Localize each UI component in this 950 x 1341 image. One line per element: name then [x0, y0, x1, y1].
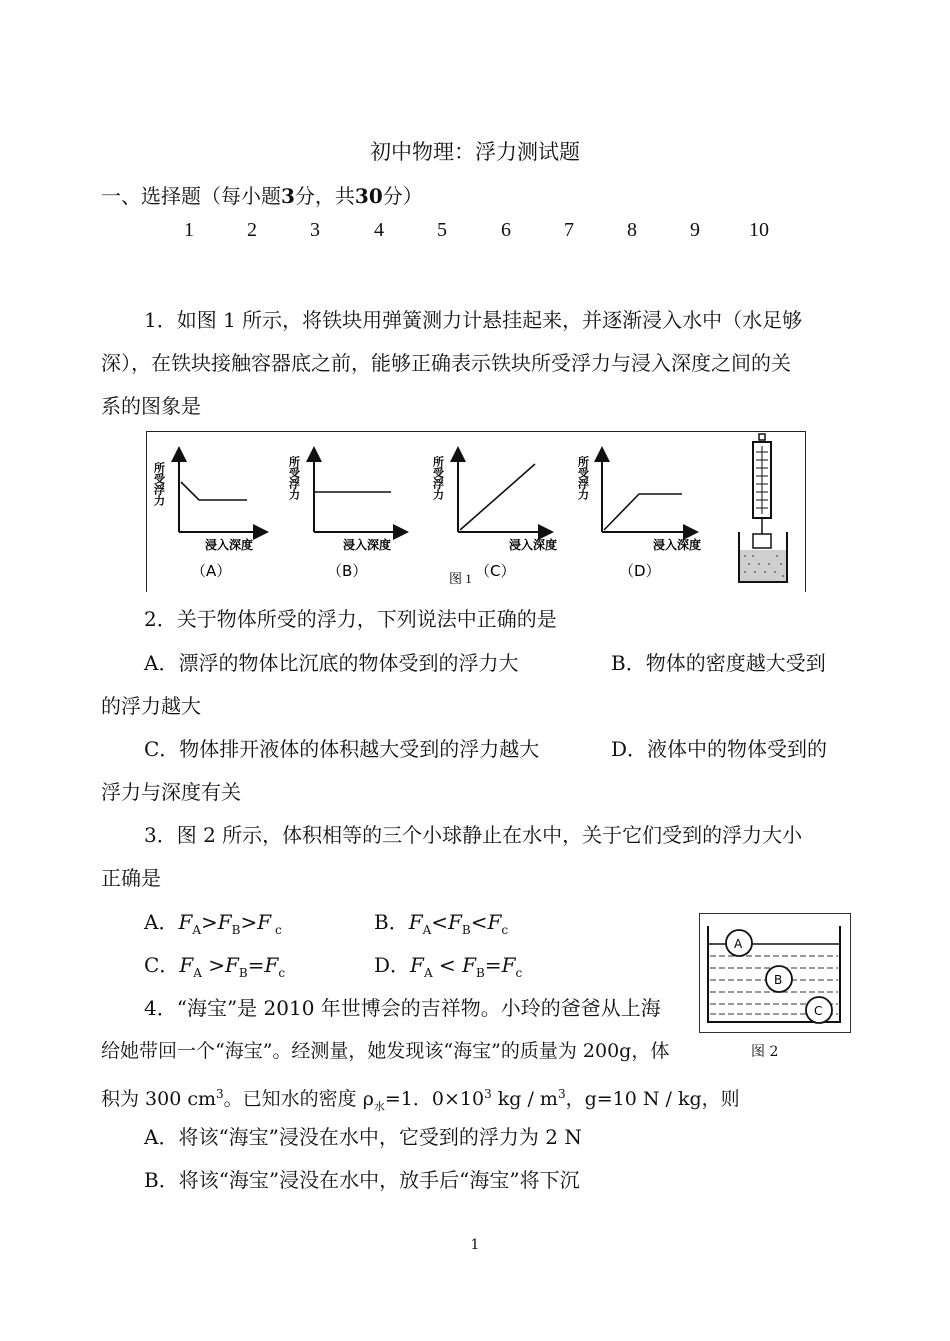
q2-option-b: B．物体的密度越大受到 [611, 651, 826, 675]
graph-b [288, 450, 406, 580]
answer-number-row [0, 219, 950, 243]
q4-option-b: B．将该“海宝”浸没在水中，放手后“海宝”将下沉 [144, 1168, 580, 1192]
answer-number: 4 [374, 219, 384, 241]
section-heading: 一、选择题（每小题3分，共30分） [101, 184, 423, 208]
ball-c [806, 997, 832, 1023]
q2-option-d: D．液体中的物体受到的 [611, 737, 828, 761]
svg-text:B: B [774, 973, 783, 987]
q2-option-d-cont: 浮力与深度有关 [101, 780, 241, 804]
graph-a [153, 450, 266, 580]
answer-number: 1 [184, 219, 194, 241]
figure-1 [146, 431, 806, 592]
q4-line-3: 积为 300 $cm^3$。已知水的密度 $\rho_水=1$．$0\times 10^3$ kg / $m^3$，g=10 N / kg，则 [101, 1087, 740, 1113]
answer-number: 2 [247, 219, 257, 241]
graph-xlabel: 浸入深度 [509, 538, 558, 552]
answer-number: 9 [690, 219, 700, 241]
answer-number: 7 [564, 219, 574, 241]
graph-ylabel: 所受浮力 [152, 462, 166, 506]
svg-text:A: A [734, 937, 743, 951]
page-number: 1 [470, 1237, 480, 1253]
q4-line-1: 4．“海宝”是 2010 年世博会的吉祥物。小玲的爸爸从上海 [144, 996, 661, 1020]
answer-number: 3 [310, 219, 320, 241]
q4-option-a: A．将该“海宝”浸没在水中，它受到的浮力为 2 N [144, 1125, 582, 1149]
answer-number: 5 [437, 219, 447, 241]
graph-xlabel: 浸入深度 [205, 538, 254, 552]
figure-1-caption: 图 1 [449, 571, 472, 586]
q3-option-c: C．$F_A >F_B=F_c$ [144, 953, 286, 980]
q4-line-2: 给她带回一个“海宝”。经测量，她发现该“海宝”的质量为 200g，体 [101, 1040, 670, 1062]
graph-label-b: （B） [327, 562, 368, 580]
page-title: 初中物理：浮力测试题 [370, 140, 580, 164]
q2-option-c: C．物体排开液体的体积越大受到的浮力越大 [144, 737, 540, 761]
q3-option-b: B．$F_A<F_B<F_c$ [374, 910, 509, 937]
q2-stem: 2．关于物体所受的浮力，下列说法中正确的是 [144, 607, 557, 631]
graph-label-a: （A） [191, 562, 232, 580]
graph-d [577, 450, 702, 580]
figure-2-caption: 图 2 [751, 1044, 779, 1060]
figure-2 [699, 913, 851, 1033]
graph-ylabel: 所受浮力 [576, 456, 590, 500]
answer-number: 6 [501, 219, 511, 241]
q1-line-2: 深），在铁块接触容器底之前，能够正确表示铁块所受浮力与浸入深度之间的关 [101, 351, 791, 375]
graph-c [432, 450, 558, 580]
q3-stem-1: 3．图 2 所示，体积相等的三个小球静止在水中，关于它们受到的浮力大小 [144, 823, 803, 847]
q2-option-a: A．漂浮的物体比沉底的物体受到的浮力大 [144, 651, 519, 675]
q2-option-b-cont: 的浮力越大 [101, 694, 201, 718]
graph-ylabel: 所受浮力 [287, 456, 301, 500]
graph-xlabel: 浸入深度 [653, 538, 702, 552]
q3-option-d: D．$F_A < F_B=F_c$ [374, 953, 523, 980]
answer-number: 10 [749, 219, 769, 241]
q1-line-3: 系的图象是 [101, 394, 201, 418]
graph-label-d: （D） [619, 562, 661, 580]
svg-text:C: C [814, 1004, 823, 1018]
graph-ylabel: 所受浮力 [431, 456, 445, 500]
ball-b [766, 966, 792, 992]
q1-line-1: 1．如图 1 所示，将铁块用弹簧测力计悬挂起来，并逐渐浸入水中（水足够 [144, 308, 803, 332]
graph-xlabel: 浸入深度 [343, 538, 392, 552]
answer-number: 8 [627, 219, 637, 241]
ball-a [726, 930, 752, 956]
q3-stem-2: 正确是 [101, 866, 161, 890]
spring-scale-apparatus [739, 434, 787, 582]
graph-label-c: （C） [475, 562, 516, 580]
q3-option-a: A．$F_A>F_B>F$ $_c$ [144, 910, 282, 937]
